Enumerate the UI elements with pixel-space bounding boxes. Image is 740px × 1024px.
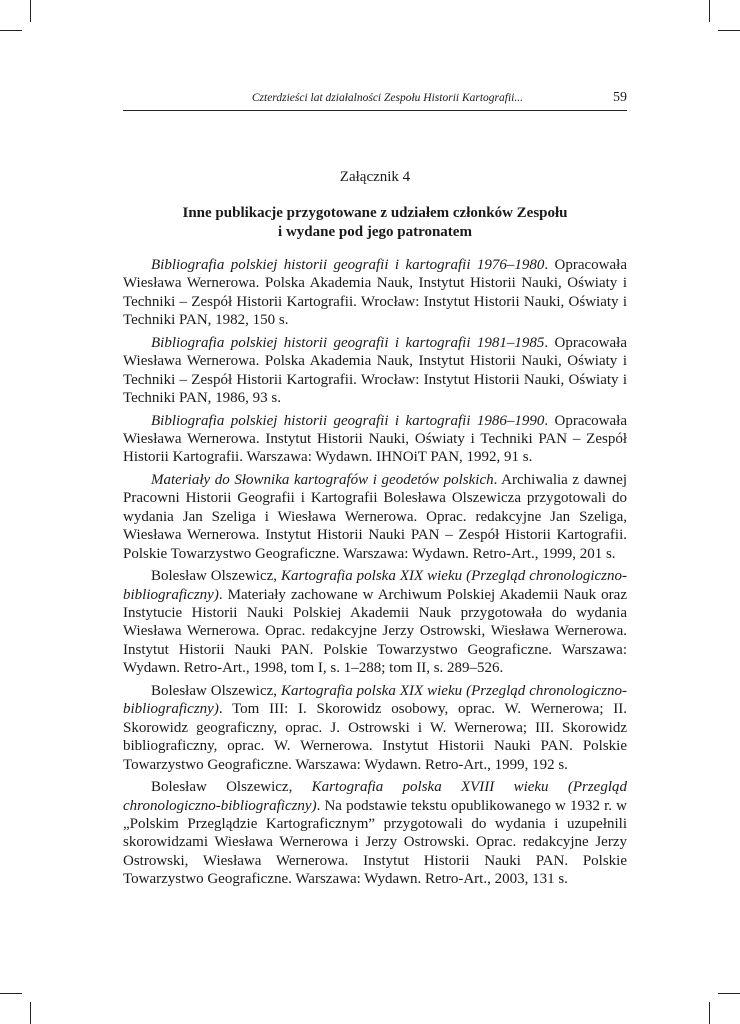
section-heading bbox=[123, 204, 627, 242]
entry-title: Kartografia polska XIX wieku (Przegląd chronologiczno-bibliograficzny) bbox=[123, 682, 628, 718]
entry-details: . Materiały zachowane w Archiwum Polskiej Akademii Nauk oraz Instytucie Historii Nauki Polskiej Akademii Nauk przygotowała do wydania Wiesława Wernerowa. Oprac. redakcyjne Jerzy Ostrowski, Wiesława Wernerowa. Instytut Historii Nauki PAN. Polskie Towarzystwo Geograficzne. Warszawa: Wydawn. Retro-Art., 1998, tom I, s. 1–288; tom II, s. 289–526. bbox=[123, 586, 627, 677]
crop-mark bbox=[30, 0, 31, 22]
bibliography-entry bbox=[123, 567, 627, 677]
entry-title: Bibliografia polskiej historii geografii i kartografii 1986–1990 bbox=[151, 412, 545, 429]
page-number: 59 bbox=[613, 90, 627, 105]
bibliography-entry bbox=[123, 778, 627, 888]
entry-prefix: Bolesław Olszewicz, bbox=[151, 682, 282, 699]
crop-mark bbox=[709, 1002, 710, 1024]
bibliography-entry bbox=[123, 256, 627, 330]
bibliography-entry bbox=[123, 412, 627, 467]
entry-details: . Opracowała Wiesława Wernerowa. Instytut Historii Nauki, Oświaty i Techniki PAN – Zespół Historii Kartografii. Warszawa: Wydawn. IHNOiT PAN, 1992, 91 s. bbox=[123, 412, 627, 466]
bibliography-entry bbox=[123, 682, 627, 774]
annex-label: Załącznik 4 bbox=[339, 169, 411, 185]
crop-mark bbox=[30, 1002, 31, 1024]
entry-title: Bibliografia polskiej historii geografii i kartografii 1976–1980 bbox=[151, 257, 545, 273]
crop-mark bbox=[718, 993, 740, 994]
heading-line-1: Inne publikacje przygotowane z udziałem członków Zespołu bbox=[182, 205, 568, 221]
entry-title: Bibliografia polskiej historii geografii i kartografii 1981–1985 bbox=[151, 334, 545, 351]
entry-details: . Na podstawie tekstu opublikowanego w 1932 r. w „Polskim Przeglądzie Kartograficznym” przygotowali do wydania i uzupełnili skorowidzami Wiesława Wernerowa i Jerzy Ostrowski. Oprac. redakcyjne Jerzy Ostrowski, Wiesława Wernerowa. Instytut Historii Nauki PAN. Polskie Towarzystwo Geograficzne. Warszawa: Wydawn. Retro-Art., 2003, 131 s. bbox=[123, 797, 627, 888]
entry-details: . Opracowała Wiesława Wernerowa. Polska Akademia Nauk, Instytut Historii Nauki, Oświaty i Techniki – Zespół Historii Kartografii. Wrocław: Instytut Historii Nauki, Oświaty i Techniki PAN, 1982, 150 s. bbox=[123, 257, 627, 329]
entry-details: . Opracowała Wiesława Wernerowa. Polska Akademia Nauk, Instytut Historii Nauki, Oświaty i Techniki – Zespół Historii Kartografii. Wrocław: Instytut Historii Nauki, Oświaty i Techniki PAN, 1986, 93 s. bbox=[123, 334, 627, 407]
running-header bbox=[123, 88, 627, 111]
crop-mark bbox=[709, 0, 710, 22]
bibliography-entry bbox=[123, 334, 627, 408]
entry-prefix: Bolesław Olszewicz, bbox=[151, 568, 282, 585]
entry-title: Kartografia polska XIX wieku (Przegląd chronologiczno-bibliograficzny) bbox=[123, 568, 628, 603]
entry-title: Materiały do Słownika kartografów i geodetów polskich bbox=[151, 472, 494, 489]
bibliography-list bbox=[123, 256, 627, 893]
crop-mark bbox=[0, 30, 22, 31]
crop-mark bbox=[0, 993, 22, 994]
entry-title: Kartografia polska XVIII wieku (Przegląd chronologiczno-bibliograficzny) bbox=[123, 779, 627, 814]
bibliography-entry bbox=[123, 471, 627, 563]
entry-details: . Archiwalia z dawnej Pracowni Historii Geografii i Kartografii Bolesława Olszewicza przygotowali do wydania Jan Szeliga i Wiesława Wernerowa. Oprac. redakcyjne Jan Szeliga, Wiesława Wernerowa. Instytut Historii Nauki PAN – Zespół Historii Kartografii. Polskie Towarzystwo Geograficzne. Warszawa: Wydawn. Retro-Art., 1999, 201 s. bbox=[123, 472, 628, 562]
running-title: Czterdzieści lat działalności Zespołu Historii Kartografii... bbox=[251, 92, 523, 104]
entry-details: . Tom III: I. Skorowidz osobowy, oprac. W. Wernerowa; II. Skorowidz geograficzny, oprac. J. Ostrowski i W. Wernerowa; III. Skorowidz bibliograficzny, oprac. W. Wernerowa. Instytut Historii Nauki PAN. Polskie Towarzystwo Geograficzne. Warszawa: Wydawn. Retro-Art., 1999, 192 s. bbox=[123, 701, 627, 773]
crop-mark bbox=[718, 30, 740, 31]
entry-prefix: Bolesław Olszewicz, bbox=[151, 779, 312, 796]
heading-line-2: i wydane pod jego patronatem bbox=[278, 224, 472, 240]
